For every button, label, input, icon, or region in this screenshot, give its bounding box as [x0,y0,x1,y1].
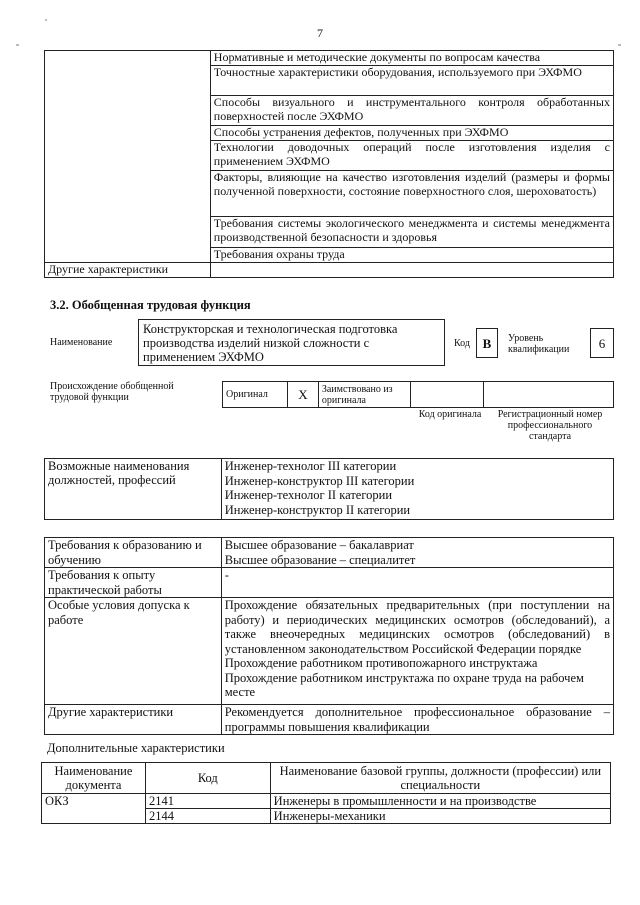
cell-code: 2144 [145,809,270,824]
level-value: 6 [590,328,614,358]
code-original-caption: Код оригинала [418,409,482,420]
knowledge-item: Факторы, влияющие на качество изготовления изделий (размеры и формы полученной поверхности, состояние поверхностного слоя, шероховатость) [210,171,613,217]
cell-group: Инженеры-механики [270,809,610,824]
borrowed-label: Заимствовано из оригинала [318,382,410,408]
cell-code: 2141 [145,794,270,809]
positions-list [221,459,613,520]
knowledge-item: Требования охраны труда [210,248,613,263]
experience-label: Требования к опыту практической работы [45,568,222,598]
positions-label: Возможные наименования должностей, профессий [45,459,222,520]
knowledge-item: Точностные характеристики оборудования, используемого при ЭХФМО [210,66,613,96]
cell-doc: ОКЗ [42,794,146,824]
additional-title: Дополнительные характеристики [47,741,225,755]
position-item: Инженер-конструктор II категории [224,502,411,517]
scan-speck [16,44,19,46]
other-characteristics-value [210,263,613,278]
positions-table [44,458,614,520]
section-title: 3.2. Обобщенная трудовая функция [50,298,251,312]
original-label: Оригинал [223,382,288,408]
origin-label: Происхождение обобщенной трудовой функции [50,381,174,403]
header-code: Код [145,763,270,794]
admission-values [221,598,613,705]
header-group-name: Наименование базовой группы, должности (профессии) или специальности [270,763,610,794]
other-characteristics-label: Другие характеристики [45,263,211,278]
admission-label: Особые условия допуска к работе [45,598,222,705]
knowledge-item: Технологии доводочных операций после изготовления изделия с применением ЭХФМО [210,141,613,171]
scan-speck [618,44,621,46]
original-mark: Х [287,382,318,408]
reg-number-caption: Регистрационный номер профессионального стандарта [497,409,603,442]
code-original-cell [410,382,484,408]
top-table-empty-cell [45,51,211,263]
name-label: Наименование [50,337,113,348]
knowledge-item: Нормативные и методические документы по вопросам качества [210,51,613,66]
experience-value: - [221,568,613,598]
other-req-value: Рекомендуется дополнительное профессиональное образование – программы повышения квалификации [221,705,613,735]
knowledge-item: Требования системы экологического менеджмента и системы менеджмента производственной безопасности и здоровья [210,217,613,248]
page-number: 7 [317,26,323,40]
cell-group: Инженеры в промышленности и на производстве [270,794,610,809]
knowledge-item: Способы визуального и инструментального контроля обработанных поверхностей после ЭХФМО [210,96,613,126]
code-value: В [476,328,498,358]
position-item: Инженер-технолог III категории [224,459,397,473]
scan-speck [45,19,47,21]
other-req-label: Другие характеристики [45,705,222,735]
education-item: Высшее образование – специалитет [224,552,416,567]
top-characteristics-table [44,50,614,278]
education-item: Высшее образование – бакалавриат [224,538,414,552]
admission-item: Прохождение работником инструктажа по охране труда на рабочем месте [224,670,584,699]
name-value: Конструкторская и технологическая подготовка производства изделий низкой сложности с применением ЭХФМО [138,319,445,366]
admission-item: Прохождение обязательных предварительных (при поступлении на работу) и периодических медицинских осмотров (обследований), а также внеочередных медицинских осмотров (обследований) в установленном законодательством Российской Федерации порядке [224,598,610,656]
origin-table [222,381,614,408]
level-label: Уровень квалификации [508,333,570,355]
position-item: Инженер-конструктор III категории [224,473,415,488]
position-item: Инженер-технолог II категории [224,488,393,502]
additional-table [41,762,611,824]
education-values [221,538,613,568]
knowledge-item: Способы устранения дефектов, полученных при ЭХФМО [210,126,613,141]
requirements-table [44,537,614,735]
education-label: Требования к образованию и обучению [45,538,222,568]
header-doc-name: Наименование документа [42,763,146,794]
reg-number-cell [484,382,614,408]
admission-item: Прохождение работником противопожарного инструктажа [224,656,538,670]
code-label: Код [454,338,470,349]
